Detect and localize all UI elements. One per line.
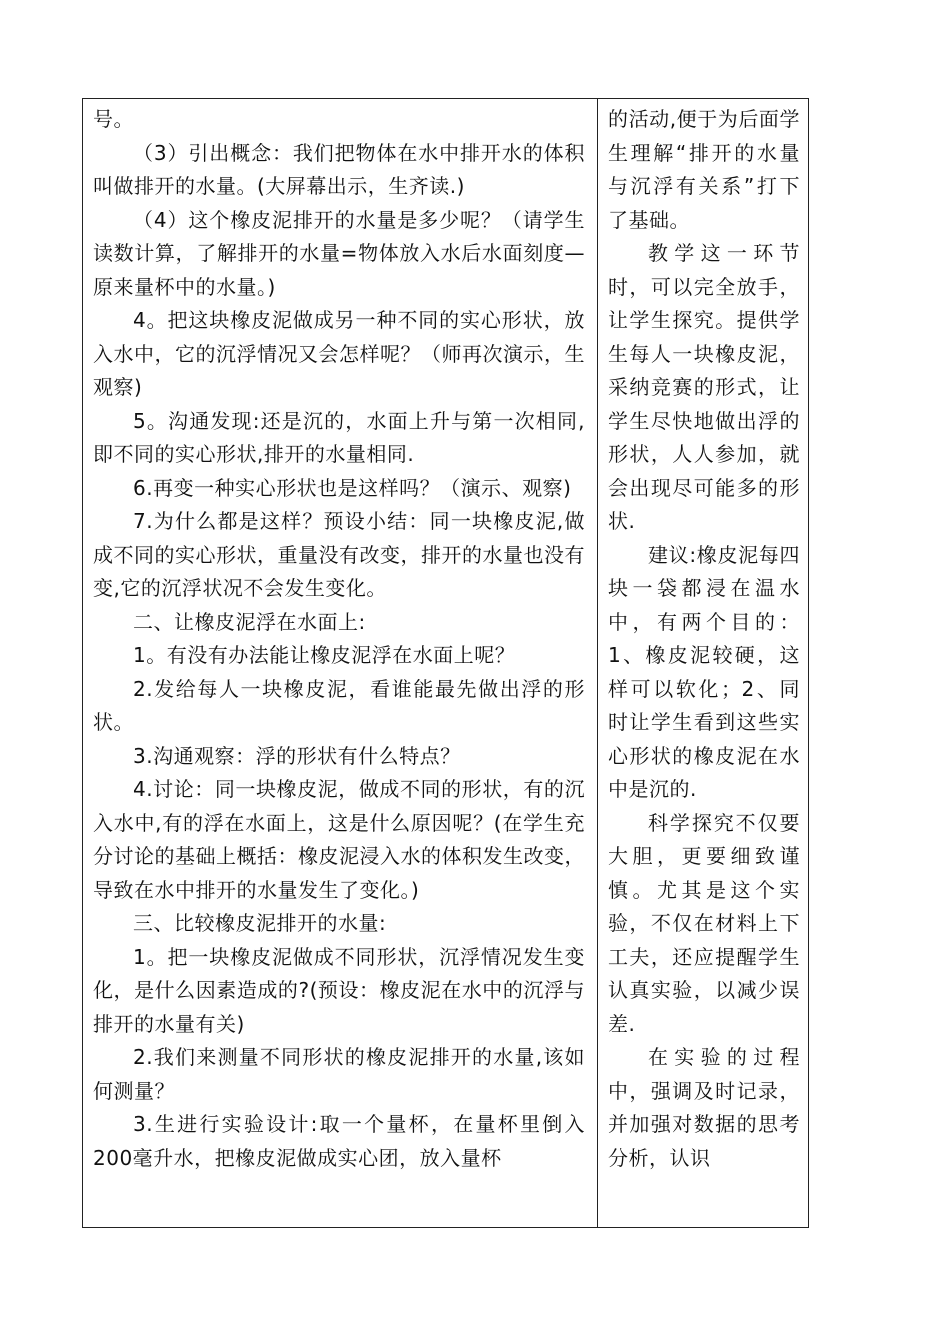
- paragraph: 2.发给每人一块橡皮泥，看谁能最先做出浮的形状。: [93, 676, 585, 734]
- paragraph: 号。: [93, 107, 134, 131]
- paragraph: 2.我们来测量不同形状的橡皮泥排开的水量,该如何测量？: [93, 1045, 585, 1103]
- section-heading: 二、让橡皮泥浮在水面上:: [133, 609, 366, 634]
- paragraph: （3）引出概念：我们把物体在水中排开水的体积叫做排开的水量。(大屏幕出示，生齐读.): [93, 140, 585, 198]
- paragraph: 4。把这块橡皮泥做成另一种不同的实心形状，放入水中，它的沉浮情况又会怎样呢？（师再次演示，生观察): [93, 308, 585, 399]
- note-paragraph: 建议:橡皮泥每四块一袋都浸在温水中，有两个目的：1、橡皮泥较硬，这样可以软化；2、同时让学生看到这些实心形状的橡皮泥在水中是沉的.: [608, 542, 800, 801]
- paragraph: 5。沟通发现:还是沉的，水面上升与第一次相同,即不同的实心形状,排开的水量相同.: [93, 408, 585, 466]
- lesson-plan-table: [82, 98, 809, 1228]
- design-notes-column: [599, 99, 808, 1227]
- section-heading: 三、比较橡皮泥排开的水量:: [133, 911, 387, 935]
- paragraph: 1。把一块橡皮泥做成不同形状，沉浮情况发生变化，是什么因素造成的?(预设：橡皮泥在水中的沉浮与排开的水量有关): [93, 944, 585, 1036]
- note-paragraph: 科学探究不仅要大胆，更要细致谨慎。尤其是这个实验，不仅在材料上下工夫，还应提醒学生认真实验，以减少误差.: [608, 810, 800, 1036]
- column-divider: [597, 99, 598, 1227]
- paragraph: 6.再变一种实心形状也是这样吗？（演示、观察): [133, 475, 572, 500]
- note-paragraph: 教学这一环节时，可以完全放手，让学生探究。提供学生每人一块橡皮泥，采纳竞赛的形式，让学生尽快地做出浮的形状，人人参加，就会出现尽可能多的形状.: [608, 241, 800, 533]
- paragraph: 3.生进行实验设计:取一个量杯，在量杯里倒入200毫升水，把橡皮泥做成实心团，放入量杯: [93, 1112, 585, 1170]
- note-paragraph: 的活动,便于为后面学生理解“排开的水量与沉浮有关系”打下了基础。: [608, 107, 800, 232]
- teaching-process-column: [83, 99, 597, 1227]
- note-paragraph: 在实验的过程中，强调及时记录，并加强对数据的思考分析，认识: [608, 1045, 800, 1170]
- paragraph: 4.讨论：同一块橡皮泥，做成不同的形状，有的沉入水中,有的浮在水面上，这是什么原因呢？(在学生充分讨论的基础上概括：橡皮泥浸入水的体积发生改变，导致在水中排开的水量发生了变化。): [93, 777, 585, 902]
- paragraph: 3.沟通观察：浮的形状有什么特点？: [133, 743, 461, 768]
- paragraph: （4）这个橡皮泥排开的水量是多少呢？（请学生读数计算，了解排开的水量=物体放入水后水面刻度—原来量杯中的水量。): [93, 207, 585, 299]
- paragraph: 1。有没有办法能让橡皮泥浮在水面上呢？: [133, 643, 516, 667]
- paragraph: 7.为什么都是这样？预设小结：同一块橡皮泥,做成不同的实心形状，重量没有改变，排开的水量也没有变,它的沉浮状况不会发生变化。: [93, 509, 585, 600]
